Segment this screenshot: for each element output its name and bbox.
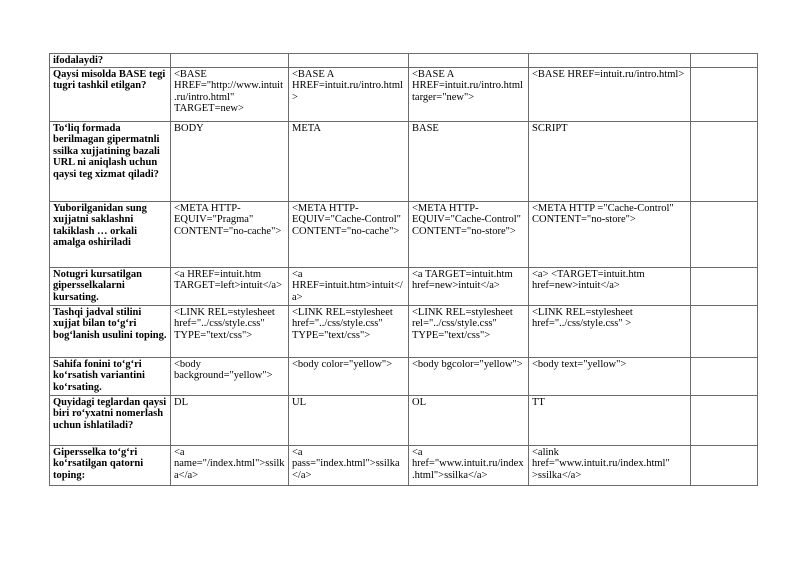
option-cell-c: <a href="www.intuit.ru/index.html">ssilka</a> <box>409 446 529 486</box>
option-cell-c: <LINK REL=stylesheet rel="../css/style.css" TYPE="text/css"> <box>409 306 529 358</box>
option-cell-b: <LINK REL=stylesheet href="../css/style.css" TYPE="text/css"> <box>289 306 409 358</box>
table-row <box>50 202 758 268</box>
option-cell-a: BODY <box>171 122 289 202</box>
option-cell-d: <LINK REL=stylesheet href="../css/style.css" > <box>529 306 691 358</box>
question-cell: Sahifa fonini to‘g‘ri ko‘rsatish variantini ko‘rsating. <box>50 358 171 396</box>
option-cell-c: <a TARGET=intuit.htm href=new>intuit</a> <box>409 268 529 306</box>
question-cell: Quyidagi teglardan qaysi biri ro‘yxatni nomerlash uchun ishlatiladi? <box>50 396 171 446</box>
option-cell-d: SCRIPT <box>529 122 691 202</box>
option-cell-c: <body bgcolor="yellow"> <box>409 358 529 396</box>
option-cell-a: <LINK REL=stylesheet href="../css/style.css" TYPE="text/css"> <box>171 306 289 358</box>
option-cell-a <box>171 54 289 68</box>
answer-cell <box>691 202 758 268</box>
answer-cell <box>691 122 758 202</box>
option-cell-b: <a HREF=intuit.htm>intuit</a> <box>289 268 409 306</box>
table-row <box>50 268 758 306</box>
option-cell-d: <a> <TARGET=intuit.htm href=new>intuit</a> <box>529 268 691 306</box>
test-questions-table <box>49 53 758 486</box>
option-cell-b: <META HTTP-EQUIV="Cache-Control" CONTENT="no-cache"> <box>289 202 409 268</box>
option-cell-b: <a pass="index.html">ssilka</a> <box>289 446 409 486</box>
answer-cell <box>691 68 758 122</box>
document-page <box>49 53 757 486</box>
option-cell-a: <a name="/index.html">ssilka</a> <box>171 446 289 486</box>
option-cell-b: META <box>289 122 409 202</box>
table-row <box>50 396 758 446</box>
option-cell-a: <a HREF=intuit.htm TARGET=left>intuit</a> <box>171 268 289 306</box>
question-cell: To‘liq formada berilmagan gipermatnli ssilka xujjatining bazali URL ni aniqlash uchun qaysi teg xizmat qiladi? <box>50 122 171 202</box>
option-cell-c: <META HTTP-EQUIV="Cache-Control" CONTENT="no-store"> <box>409 202 529 268</box>
answer-cell <box>691 268 758 306</box>
answer-cell <box>691 54 758 68</box>
option-cell-c: BASE <box>409 122 529 202</box>
table-row <box>50 446 758 486</box>
answer-cell <box>691 446 758 486</box>
option-cell-a: <BASE HREF="http://www.intuit.ru/intro.html" TARGET=new> <box>171 68 289 122</box>
option-cell-c: OL <box>409 396 529 446</box>
option-cell-c: <BASE A HREF=intuit.ru/intro.html targer="new"> <box>409 68 529 122</box>
option-cell-a: <META HTTP-EQUIV="Pragma" CONTENT="no-cache"> <box>171 202 289 268</box>
option-cell-b: UL <box>289 396 409 446</box>
table-row <box>50 122 758 202</box>
question-cell: Yuborilganidan sung xujjatni saklashni takiklash … orkali amalga oshiriladi <box>50 202 171 268</box>
question-cell: Notugri kursatilgan gipersselkalarni kursating. <box>50 268 171 306</box>
option-cell-b <box>289 54 409 68</box>
option-cell-d: TT <box>529 396 691 446</box>
option-cell-c <box>409 54 529 68</box>
question-cell: Qaysi misolda BASE tegi tugri tashkil etilgan? <box>50 68 171 122</box>
option-cell-d: <BASE HREF=intuit.ru/intro.html> <box>529 68 691 122</box>
option-cell-a: <body background="yellow"> <box>171 358 289 396</box>
question-cell: Tashqi jadval stilini xujjat bilan to‘g‘ri bog‘lanish usulini toping. <box>50 306 171 358</box>
table-row <box>50 358 758 396</box>
answer-cell <box>691 306 758 358</box>
question-cell: ifodalaydi? <box>50 54 171 68</box>
option-cell-d: <alink href="www.intuit.ru/index.html" >ssilka</a> <box>529 446 691 486</box>
option-cell-b: <BASE A HREF=intuit.ru/intro.html> <box>289 68 409 122</box>
option-cell-b: <body color="yellow"> <box>289 358 409 396</box>
option-cell-d: <body text="yellow"> <box>529 358 691 396</box>
table-row <box>50 306 758 358</box>
option-cell-d: <META HTTP ="Cache-Control" CONTENT="no-store"> <box>529 202 691 268</box>
table-row <box>50 54 758 68</box>
table-row <box>50 68 758 122</box>
answer-cell <box>691 396 758 446</box>
option-cell-d <box>529 54 691 68</box>
answer-cell <box>691 358 758 396</box>
option-cell-a: DL <box>171 396 289 446</box>
question-cell: Gipersselka to‘g‘ri ko‘rsatilgan qatorni toping: <box>50 446 171 486</box>
